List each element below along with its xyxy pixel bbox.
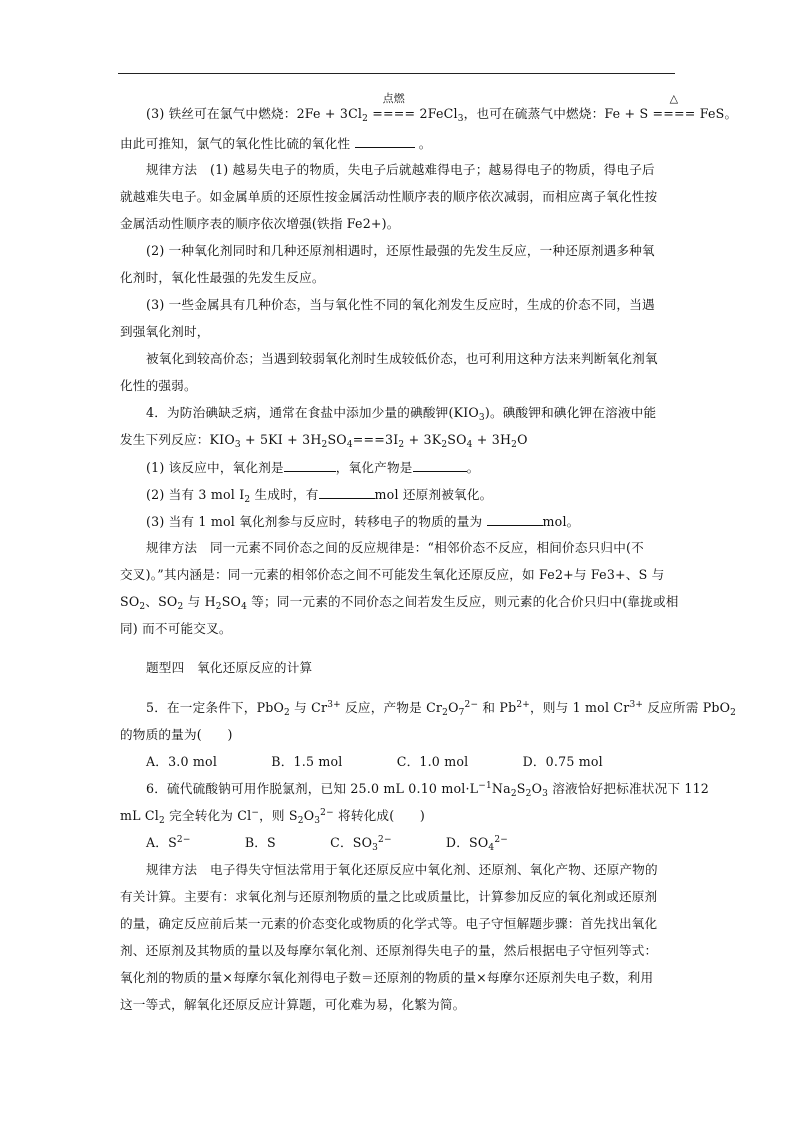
rule2-line: 同) 而不可能交叉。: [120, 621, 232, 636]
rule3-line: 的量，确定反应前后某一元素的价态变化或物质的化学式等。电子守恒解题步骤：首先找出氧化: [120, 916, 658, 931]
option-c[interactable]: C．$SO_3^{2-}$: [330, 835, 392, 853]
rule2-line: 规律方法 同一元素不同价态之间的反应规律是：“相邻价态不反应，相间价态只归中(不: [146, 540, 644, 555]
q4-equation: 发生下列反应：$KIO_3 + 5KI + 3H_2SO_4===3I_2 + 3K_2SO_4 + 3H_2O$: [120, 432, 528, 450]
option-d[interactable]: D．0.75 mol: [522, 754, 603, 769]
rule3-line: 规律方法 电子得失守恒法常用于氧化还原反应中氧化剂、还原剂、氧化产物、还原产物的: [146, 862, 658, 877]
answer-blank[interactable]: [355, 135, 415, 148]
q5-options: [146, 754, 680, 770]
rule1-line: 就越难失电子。如金属单质的还原性按金属活动性顺序表的顺序依次减弱，而相应离子氧化性按: [120, 189, 658, 204]
rule3-line: 氧化剂的物质的量×每摩尔氧化剂得电子数＝还原剂的物质的量×每摩尔还原剂失电子数，利用: [120, 970, 654, 985]
q5-line1: 5．在一定条件下，PbO$_2$ 与 $Cr^{3+}$ 反应，产物是 $Cr_2O_7^{2-}$ 和 $Pb^{2+}$，则与 1 mol $Cr^{3+}$ 反应所需 PbO$_2$: [146, 700, 737, 718]
q6-line1: 6．硫代硫酸钠可用作脱氯剂，已知 25.0 mL 0.10 $mol\cdot L^{-1}Na_2S_2O_3$ 溶液恰好把标准状况下 112: [146, 781, 710, 799]
q6-options: [146, 835, 680, 851]
rule1-line: 被氧化到较高价态；当遇到较弱氧化剂时生成较低价态，也可利用这种方法来判断氧化剂氧: [146, 351, 658, 366]
rule2-line: 交叉)。”其内涵是：同一元素的相邻价态之间不可能发生氧化还原反应，如 Fe2+与 Fe3+、S 与: [120, 567, 665, 582]
option-b[interactable]: B．S: [244, 835, 276, 850]
rule1-line: 到强氧化剂时，: [120, 324, 210, 339]
option-d[interactable]: D．$SO_4^{2-}$: [445, 835, 508, 853]
rule3-line: 有关计算。主要有：求氧化剂与还原剂物质的量之比或质量比，计算参加反应的氧化剂或还原剂: [120, 889, 658, 904]
q5-line2: 的物质的量为( ): [120, 727, 233, 742]
rule1-line: 金属活动性顺序表的顺序依次增强(铁指 Fe2+)。: [120, 216, 400, 231]
rule1-line: (2) 一种氧化剂同时和几种还原剂相遇时，还原性最强的先发生反应，一种还原剂遇多种氧: [146, 243, 655, 258]
rule2-line: $SO_2$、$SO_2$ 与 $H_2SO_4$ 等；同一元素的不同价态之间若发生反应，则元素的化合价只归中(靠拢或相: [120, 594, 679, 612]
option-c[interactable]: C．1.0 mol: [396, 754, 469, 769]
rule1-line: 化剂时，氧化性最强的先发生反应。: [120, 270, 325, 285]
option-b[interactable]: B．1.5 mol: [271, 754, 343, 769]
rule1-line: (3) 一些金属具有几种价态，当与氧化性不同的氧化剂发生反应时，生成的价态不同，当遇: [146, 297, 655, 312]
answer-blank[interactable]: [284, 459, 336, 472]
option-a[interactable]: A．3.0 mol: [146, 754, 218, 769]
ignite-condition: 点燃 ====: [372, 92, 416, 121]
q4-part1: (1) 该反应中，氧化剂是 ，氧化产物是 。: [146, 460, 480, 475]
header-rule: [118, 73, 675, 74]
q3-line2: 由此可推知，氯气的氧化性比硫的氧化性 。: [120, 136, 432, 151]
heat-condition: △ ====: [652, 92, 696, 121]
section-heading: 题型四 氧化还原反应的计算: [146, 660, 313, 675]
q3-line1: (3) 铁丝可在氯气中燃烧：$2Fe + 3Cl_2$ 点燃 ==== 2FeCl$_3$，也可在硫蒸气中燃烧：Fe + S △ ==== FeS。: [146, 92, 738, 124]
answer-blank[interactable]: [413, 459, 467, 472]
rule1-line: 规律方法 (1) 越易失电子的物质，失电子后就越难得电子；越易得电子的物质，得电子后: [146, 162, 655, 177]
q4-part2: (2) 当有 3 mol $I_2$ 生成时，有 mol 还原剂被氧化。: [146, 487, 493, 505]
q6-line2: mL $Cl_2$ 完全转化为 Cl−，则 $S_2O_3^{2-}$ 将转化成( ): [120, 808, 426, 826]
answer-blank[interactable]: [319, 486, 375, 499]
option-a[interactable]: A．$S^{2-}$: [146, 835, 191, 850]
q4-part3: (3) 当有 1 mol 氧化剂参与反应时，转移电子的物质的量为 mol。: [146, 514, 580, 529]
answer-blank[interactable]: [487, 513, 543, 526]
q4-line1: 4．为防治碘缺乏病，通常在食盐中添加少量的碘酸钾$(KIO_3)$。碘酸钾和碘化钾在溶液中能: [146, 405, 657, 423]
rule1-line: 化性的强弱。: [120, 378, 197, 393]
rule3-line: 剂、还原剂及其物质的量以及每摩尔氧化剂、还原剂得失电子的量，然后根据电子守恒列等式：: [120, 943, 658, 958]
rule3-line: 这一等式，解氧化还原反应计算题，可化难为易，化繁为简。: [120, 997, 466, 1012]
